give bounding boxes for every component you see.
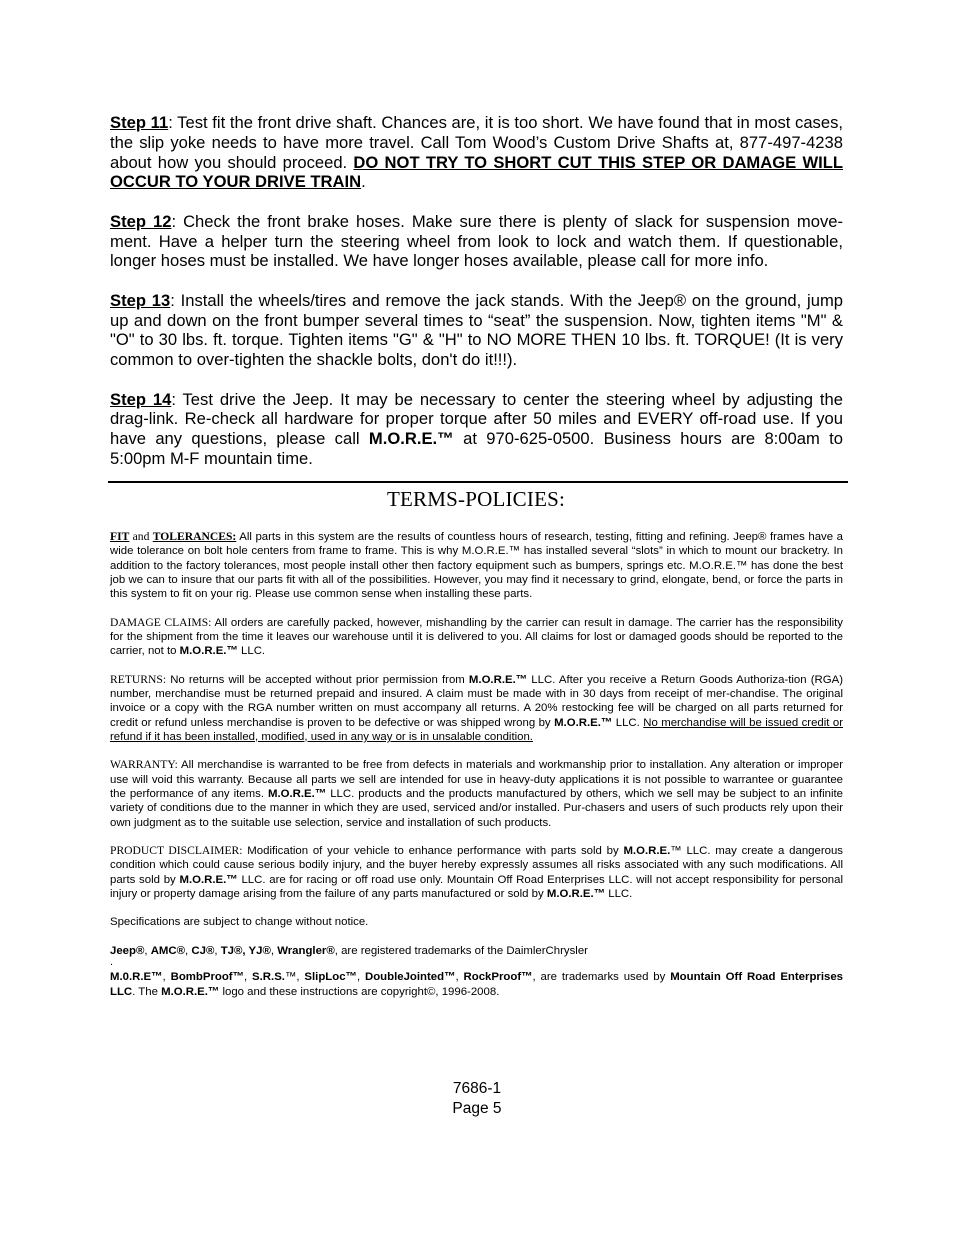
trademarks-used: M.0.R.E™, BombProof™, S.R.S.™, SlipLoc™, DoubleJointed™, RockProof™, are trademarks used by Mountain Off Road Enterprises LLC. The M.O.R.E.™ logo and these instructions are copyright©, 1996-2008. bbox=[110, 971, 843, 998]
part-number: 7686-1 bbox=[452, 1080, 502, 1097]
step-label: Step 14 bbox=[110, 389, 172, 409]
instructions-section bbox=[110, 113, 843, 488]
company-name: M.O.R.E.™ bbox=[368, 429, 454, 449]
page-footer bbox=[0, 1079, 954, 1118]
stray-dot: . bbox=[110, 956, 114, 969]
warning-text: DO NOT TRY TO SHORT CUT THIS STEP OR DAMAGE WILL OCCUR TO YOUR DRIVE TRAIN bbox=[110, 152, 843, 192]
step-11: Step 11: Test fit the front drive shaft. Chances are, it is too short. We have found that in most cases, the slip yoke needs to have more travel. Call Tom Wood’s Custom Drive Shafts at, 877-497-4238 about how you should proceed. DO NOT TRY TO SHORT CUT THIS STEP OR DAMAGE WILL OCCUR TO YOUR DRIVE TRAIN. bbox=[110, 113, 843, 192]
damage-claims-paragraph: DAMAGE CLAIMS: All orders are carefully packed, however, mishandling by the carrier can result in damage. The carrier has the responsibility for the shipment from the time it leaves our warehouse until it is delivered to you. All claims for lost or damaged goods should be reported to the carrier, not to M.O.R.E.™ LLC. bbox=[110, 615, 843, 658]
specifications-notice: Specifications are subject to change without notice. bbox=[110, 916, 369, 929]
page-number: Page 5 bbox=[452, 1099, 502, 1117]
section-divider bbox=[108, 481, 848, 483]
step-13: Step 13: Install the wheels/tires and remove the jack stands. With the Jeep® on the ground, jump up and down on the front bumper several times to “seat” the suspension. Now, tighten items "M" & "O" to 30 lbs. ft. torque. Tighten items "G" & "H" to NO MORE THEN 10 lbs. ft. TORQUE! (It is very common to over-tighten the shackle bolts, don't do it!!!). bbox=[110, 290, 844, 370]
step-label: Step 13 bbox=[110, 290, 171, 310]
terms-title: TERMS-POLICIES: bbox=[387, 487, 566, 511]
registered-trademarks: Jeep®, AMC®, CJ®, TJ®, YJ®, Wrangler®, are registered trademarks of the DaimlerChrysler bbox=[110, 944, 588, 957]
returns-paragraph: RETURNS: No returns will be accepted without prior permission from M.O.R.E.™ LLC. After you receive a Return Goods Authoriza-tion (RGA) number, merchandise must be returned prepaid and insured. A claim must be made with in 30 days from receipt of mer-chandise. The original invoice or a copy with the RGA number written on must accompany all returns. A 20% restocking fee will be charged on all parts returned for credit or refund unless merchandise is proven to be defective or was shipped wrong by M.O.R.E.™ LLC. No merchandise will be issued credit or refund if it has been installed, modified, used in any way or is in unsalable condition. bbox=[110, 672, 843, 743]
step-label: Step 12 bbox=[110, 211, 172, 231]
step-12: Step 12: Check the front brake hoses. Make sure there is plenty of slack for suspension move-ment. Have a helper turn the steering wheel from look to lock and watch them. If questionable, longer hoses must be installed. We have longer hoses available, please call for more info. bbox=[110, 211, 843, 271]
terms-section bbox=[110, 530, 843, 1013]
warranty-paragraph: WARRANTY: All merchandise is warranted to be free from defects in materials and workmanship prior to installation. Any alteration or improper use will void this warranty. Because all parts we sell are intended for use in heavy-duty applications it is not possible to warrantee or guarantee the performance of any items. M.O.R.E.™ LLC. products and the products manufactured by others, which we sell may be subject to an infinite variety of conditions due to the manner in which they are used, serviced and/or installed. Pur-chasers and users of such products rely upon their own judgment as to the suitable use selection, service and installation of such products. bbox=[110, 758, 843, 829]
fit-tolerances-paragraph: FIT and TOLERANCES: All parts in this system are the results of countless hours of research, testing, fitting and refining. Jeep® frames have a wide tolerance on bolt hole centers from frame to frame. This is why M.O.R.E.™ has installed several “slots” in which to mount our bracketry. In addition to the factory tolerances, most people install other then factory equipment such as bumpers, springs etc. M.O.R.E.™ has done the best job we can to insure that our parts fit with all of the possibilities. However, you may find it necessary to grind, elongate, bend, or force the parts in this system to fit on your rig. Please use common sense when installing these parts. bbox=[110, 530, 843, 601]
step-label: Step 11 bbox=[110, 113, 169, 132]
step-14: Step 14: Test drive the Jeep. It may be necessary to center the steering wheel by adjusting the drag-link. Re-check all hardware for proper torque after 50 miles and EVERY off-road use. If you have any questions, please call M.O.R.E.™ at 970-625-0500. Business hours are 8:00am to 5:00pm M-F mountain time. bbox=[110, 389, 843, 468]
product-disclaimer-paragraph: PRODUCT DISCLAIMER: Modification of your vehicle to enhance performance with parts sold by M.O.R.E.™ LLC. may create a dangerous condition which could cause serious bodily injury, and the buyer hereby expressly assumes all risks associated with any such modifications. All parts sold by M.O.R.E.™ LLC. are for racing or off road use only. Mountain Off Road Enterprises LLC. will not accept responsibility for personal injury or property damage arising from the failure of any parts manufactured or sold by M.O.R.E.™ LLC. bbox=[110, 844, 843, 900]
